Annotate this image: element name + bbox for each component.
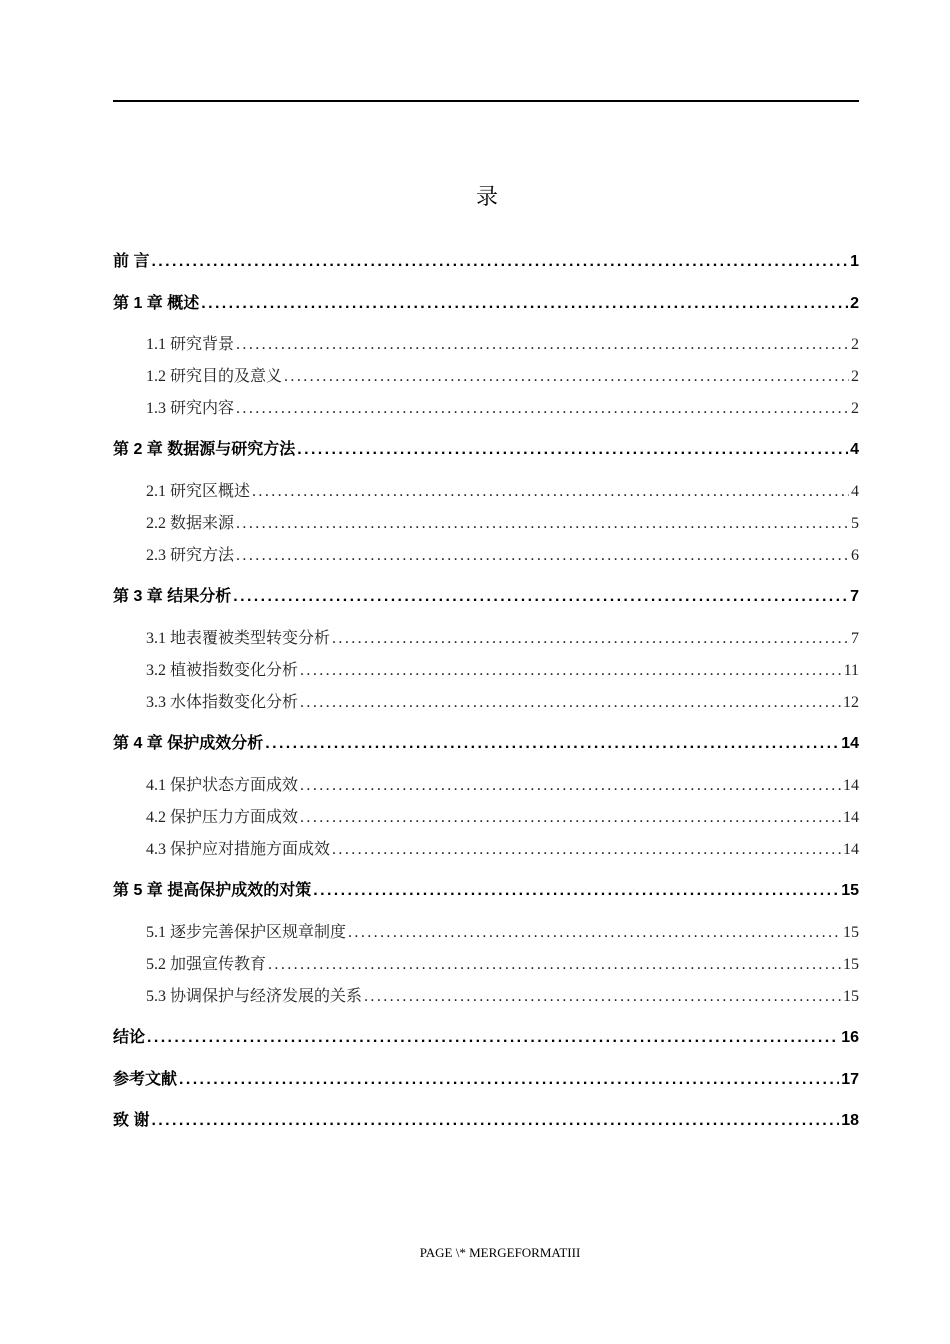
toc-page-number: 15 xyxy=(843,956,859,973)
toc-entry-label: 4.3 保护应对措施方面成效 xyxy=(146,841,331,858)
toc-dot-leader xyxy=(300,694,841,712)
toc-dot-leader xyxy=(313,882,839,900)
toc-page-number: 1 xyxy=(850,253,859,270)
toc-page-number: 2 xyxy=(851,336,859,353)
toc-page-number: 2 xyxy=(851,400,859,417)
toc-chapter-entry[interactable] xyxy=(113,290,859,313)
toc-section-entry[interactable] xyxy=(146,836,859,859)
toc-entry-label: 第 1 章 概述 xyxy=(113,295,200,312)
toc-section-entry[interactable] xyxy=(146,919,859,942)
toc-page-number: 11 xyxy=(843,662,859,679)
toc-page-number: 14 xyxy=(841,735,859,752)
toc-dot-leader xyxy=(236,400,849,418)
toc-chapter-entry[interactable] xyxy=(113,1107,859,1130)
toc-entry-label: 2.2 数据来源 xyxy=(146,515,235,532)
toc-entry-label: 结论 xyxy=(113,1029,146,1046)
toc-page-number: 7 xyxy=(851,630,859,647)
toc-section-entry[interactable] xyxy=(146,983,859,1006)
toc-dot-leader xyxy=(297,441,848,459)
toc-dot-leader xyxy=(236,336,849,354)
toc-section-entry[interactable] xyxy=(146,625,859,648)
toc-dot-leader xyxy=(252,483,849,501)
toc-page-number: 12 xyxy=(843,694,859,711)
toc-entry-label: 2.3 研究方法 xyxy=(146,547,235,564)
toc-dot-leader xyxy=(236,547,849,565)
toc-page-number: 4 xyxy=(850,441,859,458)
toc-entry-label: 第 5 章 提高保护成效的对策 xyxy=(113,882,312,899)
toc-page-number: 15 xyxy=(841,882,859,899)
toc-dot-leader xyxy=(300,809,841,827)
toc-page-number: 18 xyxy=(841,1112,859,1129)
toc-entry-label: 4.1 保护状态方面成效 xyxy=(146,777,299,794)
toc-section-entry[interactable] xyxy=(146,363,859,386)
toc-entry-label: 1.1 研究背景 xyxy=(146,336,235,353)
toc-dot-leader xyxy=(151,253,848,271)
toc-section-entry[interactable] xyxy=(146,689,859,712)
toc-entry-label: 3.2 植被指数变化分析 xyxy=(146,662,299,679)
toc-section-entry[interactable] xyxy=(146,657,859,680)
toc-page-number: 16 xyxy=(841,1029,859,1046)
toc-page-number: 15 xyxy=(843,924,859,941)
toc-chapter-entry[interactable] xyxy=(113,583,859,606)
toc-section-entry[interactable] xyxy=(146,542,859,565)
toc-chapter-entry[interactable] xyxy=(113,730,859,753)
toc-page-number: 7 xyxy=(850,588,859,605)
toc-chapter-entry[interactable] xyxy=(113,1066,859,1089)
toc-dot-leader xyxy=(348,924,841,942)
toc-entry-label: 第 2 章 数据源与研究方法 xyxy=(113,441,296,458)
toc-chapter-entry[interactable] xyxy=(113,436,859,459)
toc-section-entry[interactable] xyxy=(146,331,859,354)
toc-page-number: 5 xyxy=(851,515,859,532)
toc-entry-label: 第 3 章 结果分析 xyxy=(113,588,232,605)
toc-entry-label: 1.2 研究目的及意义 xyxy=(146,368,283,385)
toc-dot-leader xyxy=(236,515,849,533)
toc-entry-label: 3.1 地表覆被类型转变分析 xyxy=(146,630,331,647)
toc-chapter-entry[interactable] xyxy=(113,248,859,271)
toc-entry-label: 3.3 水体指数变化分析 xyxy=(146,694,299,711)
toc-chapter-entry[interactable] xyxy=(113,1024,859,1047)
toc-dot-leader xyxy=(147,1029,839,1047)
toc-entry-label: 致 谢 xyxy=(113,1112,150,1129)
toc-entry-label: 5.2 加强宣传教育 xyxy=(146,956,267,973)
toc-section-entry[interactable] xyxy=(146,395,859,418)
toc-page-number: 15 xyxy=(843,988,859,1005)
toc-page-number: 4 xyxy=(851,483,859,500)
toc-entry-label: 前 言 xyxy=(113,253,150,270)
toc-title: 录 xyxy=(475,185,498,210)
toc-dot-leader xyxy=(233,588,848,606)
toc-entry-label: 5.1 逐步完善保护区规章制度 xyxy=(146,924,347,941)
toc-chapter-entry[interactable] xyxy=(113,877,859,900)
toc-page-number: 14 xyxy=(843,809,859,826)
toc-section-entry[interactable] xyxy=(146,951,859,974)
toc-entry-label: 1.3 研究内容 xyxy=(146,400,235,417)
toc-page-number: 14 xyxy=(843,841,859,858)
toc-dot-leader xyxy=(332,841,841,859)
toc-dot-leader xyxy=(268,956,841,974)
toc-dot-leader xyxy=(284,368,849,386)
toc-dot-leader xyxy=(300,777,841,795)
toc-page-number: 17 xyxy=(841,1071,859,1088)
toc-section-entry[interactable] xyxy=(146,772,859,795)
toc-dot-leader xyxy=(201,295,848,313)
toc-entry-label: 第 4 章 保护成效分析 xyxy=(113,735,264,752)
toc-page-number: 14 xyxy=(843,777,859,794)
toc-entry-label: 4.2 保护压力方面成效 xyxy=(146,809,299,826)
toc-dot-leader xyxy=(332,630,849,648)
toc-section-entry[interactable] xyxy=(146,478,859,501)
toc-entry-label: 参考文献 xyxy=(113,1071,178,1088)
toc-dot-leader xyxy=(364,988,841,1006)
page-footer: PAGE \* MERGEFORMATIII xyxy=(419,1245,581,1260)
toc-section-entry[interactable] xyxy=(146,804,859,827)
toc-entry-label: 2.1 研究区概述 xyxy=(146,483,251,500)
toc-dot-leader xyxy=(151,1112,839,1130)
toc-page-number: 2 xyxy=(850,295,859,312)
header-rule xyxy=(113,100,859,102)
toc-page-number: 2 xyxy=(851,368,859,385)
toc-dot-leader xyxy=(265,735,839,753)
toc-entry-label: 5.3 协调保护与经济发展的关系 xyxy=(146,988,363,1005)
toc-dot-leader xyxy=(179,1071,839,1089)
toc-page-number: 6 xyxy=(851,547,859,564)
toc-section-entry[interactable] xyxy=(146,510,859,533)
toc-dot-leader xyxy=(300,662,842,680)
